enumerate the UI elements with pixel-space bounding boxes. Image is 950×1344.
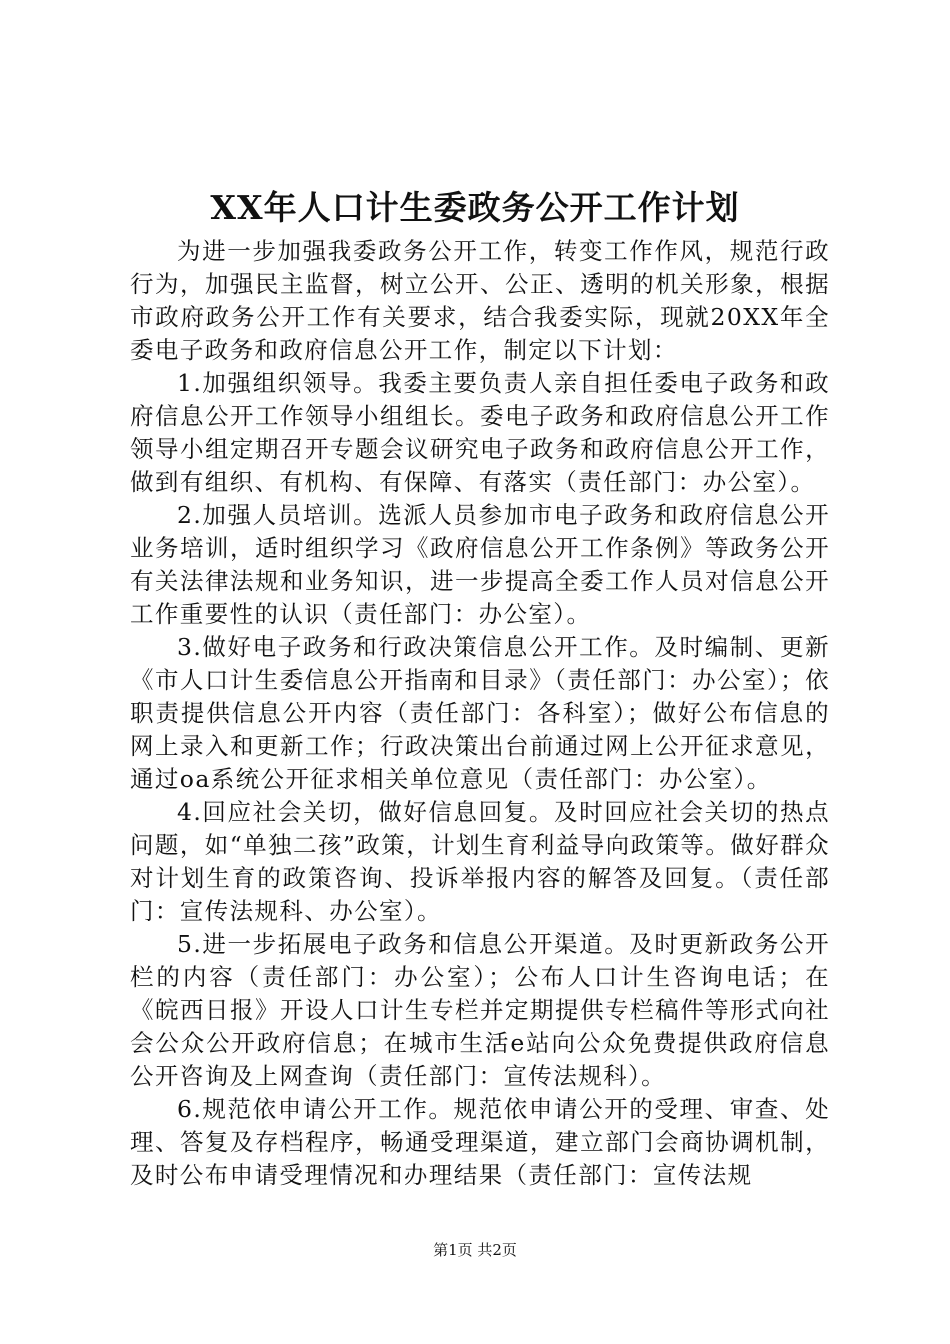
page-number-label: 第1页 共2页 [433, 1241, 517, 1259]
item-6-paragraph: 6.规范依申请公开工作。规范依申请公开的受理、审查、处理、答复及存档程序，畅通受理渠道，建立部门会商协调机制，及时公布申请受理情况和办理结果（责任部门：宣传法规 [130, 1095, 830, 1189]
document-body [130, 235, 830, 1192]
item-5-paragraph: 5.进一步拓展电子政务和信息公开渠道。及时更新政务公开栏的内容（责任部门：办公室）；公布人口计生咨询电话；在《皖西日报》开设人口计生专栏并定期提供专栏稿件等形式向社会公众公开政府信息；在城市生活e站向公众免费提供政府信息公开咨询及上网查询（责任部门：宣传法规科）。 [130, 930, 830, 1090]
item-1-paragraph: 1.加强组织领导。我委主要负责人亲自担任委电子政务和政府信息公开工作领导小组组长。委电子政务和政府信息公开工作领导小组定期召开专题会议研究电子政务和政府信息公开工作，做到有组织、有机构、有保障、有落实（责任部门：办公室）。 [130, 369, 830, 496]
intro-paragraph: 为进一步加强我委政务公开工作，转变工作作风，规范行政行为，加强民主监督，树立公开、公正、透明的机关形象，根据市政府政务公开工作有关要求，结合我委实际，现就20XX年全委电子政务和政府信息公开工作，制定以下计划： [130, 237, 830, 364]
item-3-paragraph: 3.做好电子政务和行政决策信息公开工作。及时编制、更新《市人口计生委信息公开指南和目录》（责任部门：办公室）；依职责提供信息公开内容（责任部门：各科室）；做好公布信息的网上录入和更新工作；行政决策出台前通过网上公开征求意见，通过oa系统公开征求相关单位意见（责任部门：办公室）。 [130, 633, 830, 793]
document-title: XX年人口计生委政务公开工作计划 [210, 188, 740, 227]
page-footer [0, 1240, 950, 1260]
item-4-paragraph: 4.回应社会关切，做好信息回复。及时回应社会关切的热点问题，如“单独二孩”政策，计划生育利益导向政策等。做好群众对计划生育的政策咨询、投诉举报内容的解答及回复。（责任部门：宣传法规科、办公室）。 [130, 798, 830, 925]
item-2-paragraph: 2.加强人员培训。选派人员参加市电子政务和政府信息公开业务培训，适时组织学习《政府信息公开工作条例》等政务公开有关法律法规和业务知识，进一步提高全委工作人员对信息公开工作重要性的认识（责任部门：办公室）。 [130, 501, 830, 628]
